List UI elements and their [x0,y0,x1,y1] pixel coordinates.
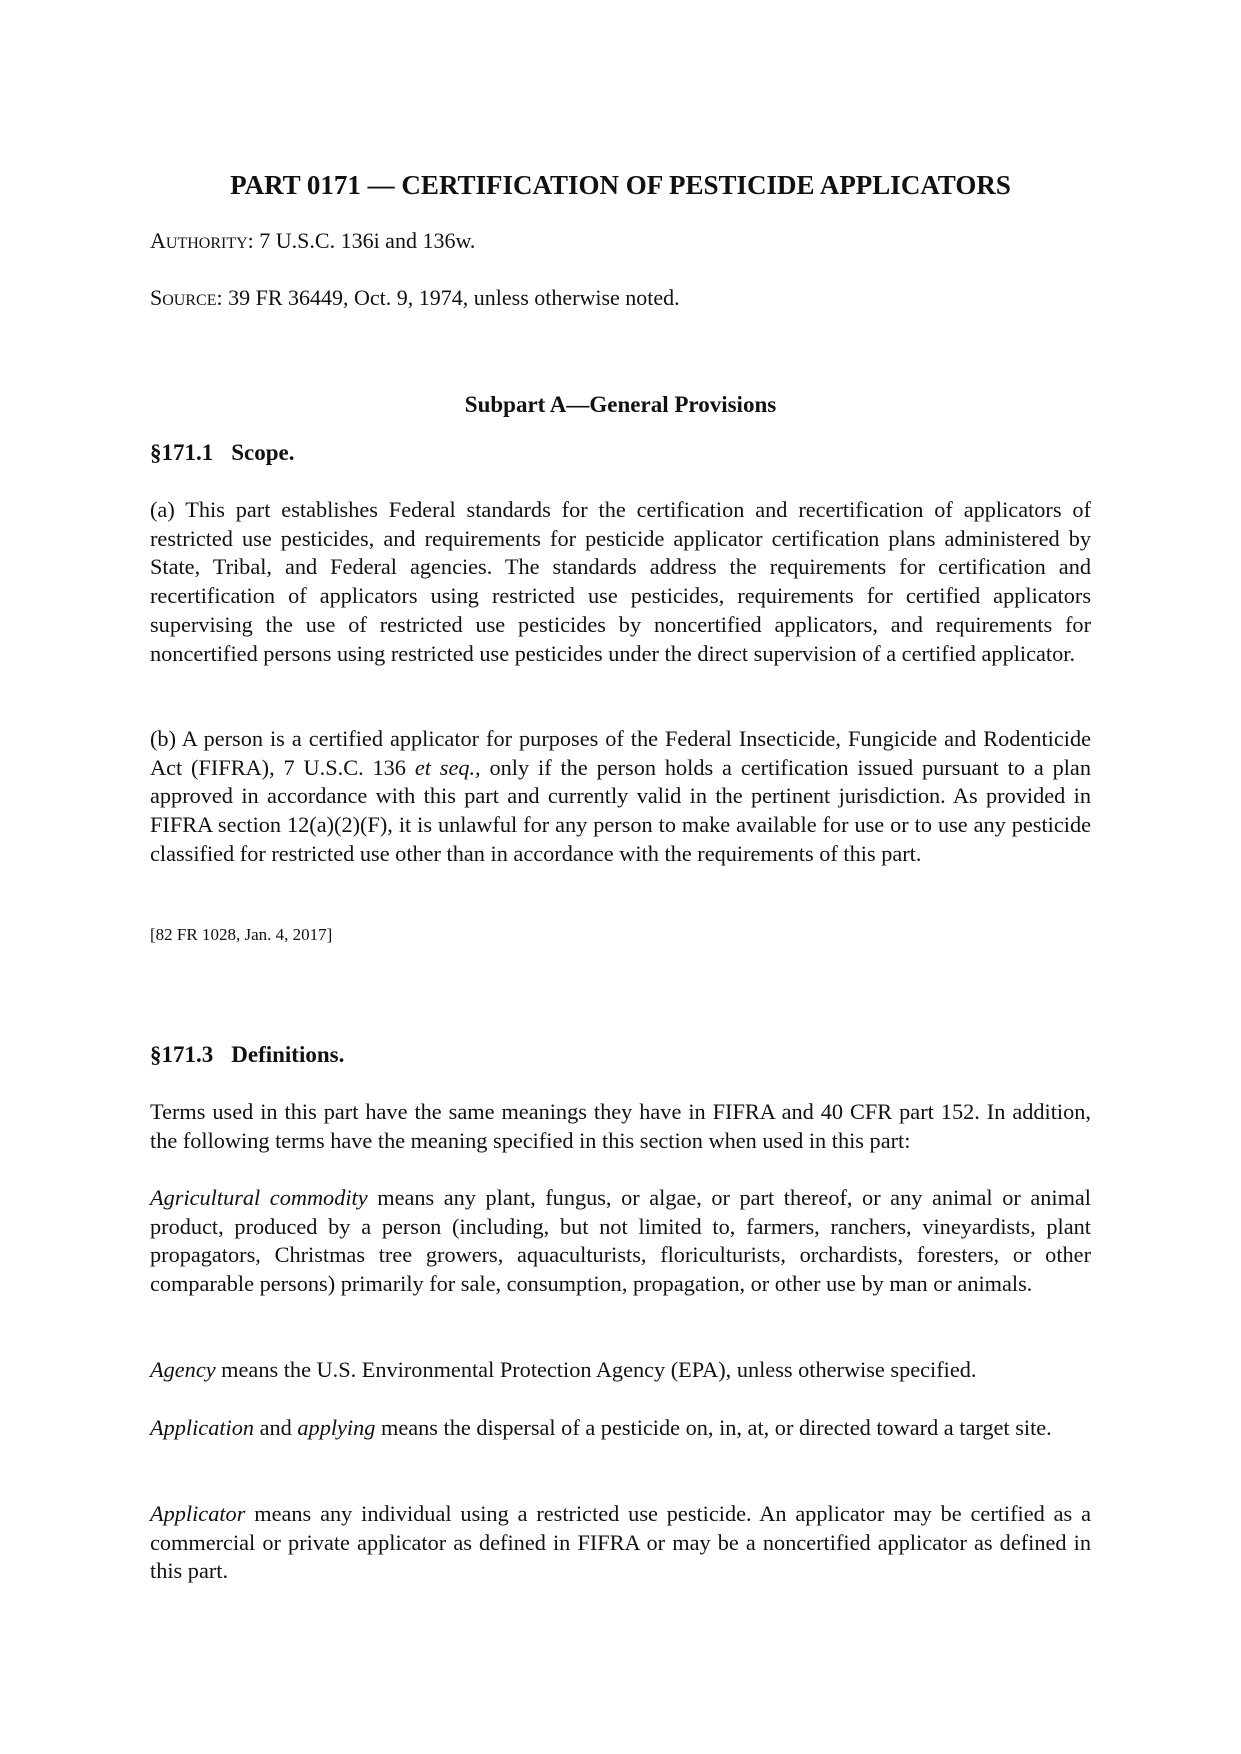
section-number: §171.3 [150,1042,214,1067]
definition-term: Agricultural commodity [150,1185,368,1210]
definition-text: means any plant, fungus, or algae, or part thereof, or any animal or animal product, produced by a person (including, but not limited to, farmers, ranchers, vineyardists, plant propagators, Christmas tree growers, aquaculturists, floriculturists, orchardists, foresters, or other comparable persons) primarily for sale, consumption, propagation, or other use by man or animals. [150,1185,1092,1297]
scope-paragraph-b [150,725,1091,869]
scope-paragraph-b-end: only if the person holds a certification issued pursuant to a plan approved in accordance with this part and currently valid in the pertinent jurisdiction. As provided in FIFRA section 12(a)(2)(F), it is unlawful for any person to make available for use or to use any pesticide classified for restricted use other than in accordance with the requirements of this part. [150,754,1091,866]
definition-text: means the U.S. Environmental Protection Agency (EPA), unless otherwise specified. [215,1357,977,1382]
definition-agency [150,1356,1091,1385]
definition-term: Applicator [150,1501,246,1526]
document-title: PART 0171 — CERTIFICATION OF PESTICIDE APPLICATORS [230,170,1011,200]
section-171-1-heading [150,438,295,468]
section-title: Definitions. [231,1042,345,1067]
subpart-heading: Subpart A—General Provisions [464,392,777,417]
definition-application [150,1414,1091,1443]
definition-term: applying [297,1415,376,1440]
scope-citation: [82 FR 1028, Jan. 4, 2017] [150,925,333,944]
definitions-intro: Terms used in this part have the same meanings they have in FIFRA and 40 CFR part 152. In addition, the following terms have the meaning specified in this section when used in this part: [150,1099,1091,1153]
source-text: : 39 FR 36449, Oct. 9, 1974, unless otherwise noted. [216,285,680,310]
source-label-rest: OURCE [162,292,217,309]
section-number: §171.1 [150,440,214,465]
definition-text: means the dispersal of a pesticide on, in, at, or directed toward a target site. [375,1415,1052,1440]
scope-paragraph-a: (a) This part establishes Federal standards for the certification and recertification of applicators of restricted use pesticides, and requirements for pesticide applicator certification plans administered by State, Tribal, and Federal agencies. The standards address the requirements for certification and recertification of applicators using restricted use pesticides, requirements for certified applicators supervising the use of restricted use pesticides by noncertified applicators, and requirements for noncertified persons using restricted use pesticides under the direct supervision of a certified applicator. [150,497,1091,666]
scope-paragraph-b-start: (b) A person is a certified applicator for purposes of the Federal Insecticide, Fungicide and Rodenticide Act (FIFRA), 7 U.S.C. 136 [150,726,1091,780]
authority-text: : 7 U.S.C. 136i and 136w. [247,228,476,253]
source-label-initial: S [150,285,163,310]
et-seq-italic: et seq., [414,754,481,780]
section-171-3-heading [150,1040,344,1070]
authority-label-rest: UTHORITY [165,235,248,252]
definition-term: Application [150,1415,255,1440]
definition-connector: and [254,1415,298,1440]
source-line [150,284,680,315]
section-title: Scope. [231,440,295,465]
definition-applicator [150,1500,1091,1586]
authority-line [150,227,475,258]
authority-label-initial: A [150,228,166,253]
definition-term: Agency [150,1357,216,1382]
definition-agricultural-commodity [150,1184,1091,1299]
definition-text: means any individual using a restricted use pesticide. An applicator may be certified as a commercial or private applicator as defined in FIFRA or may be a noncertified applicator as defined in this part. [150,1501,1091,1584]
